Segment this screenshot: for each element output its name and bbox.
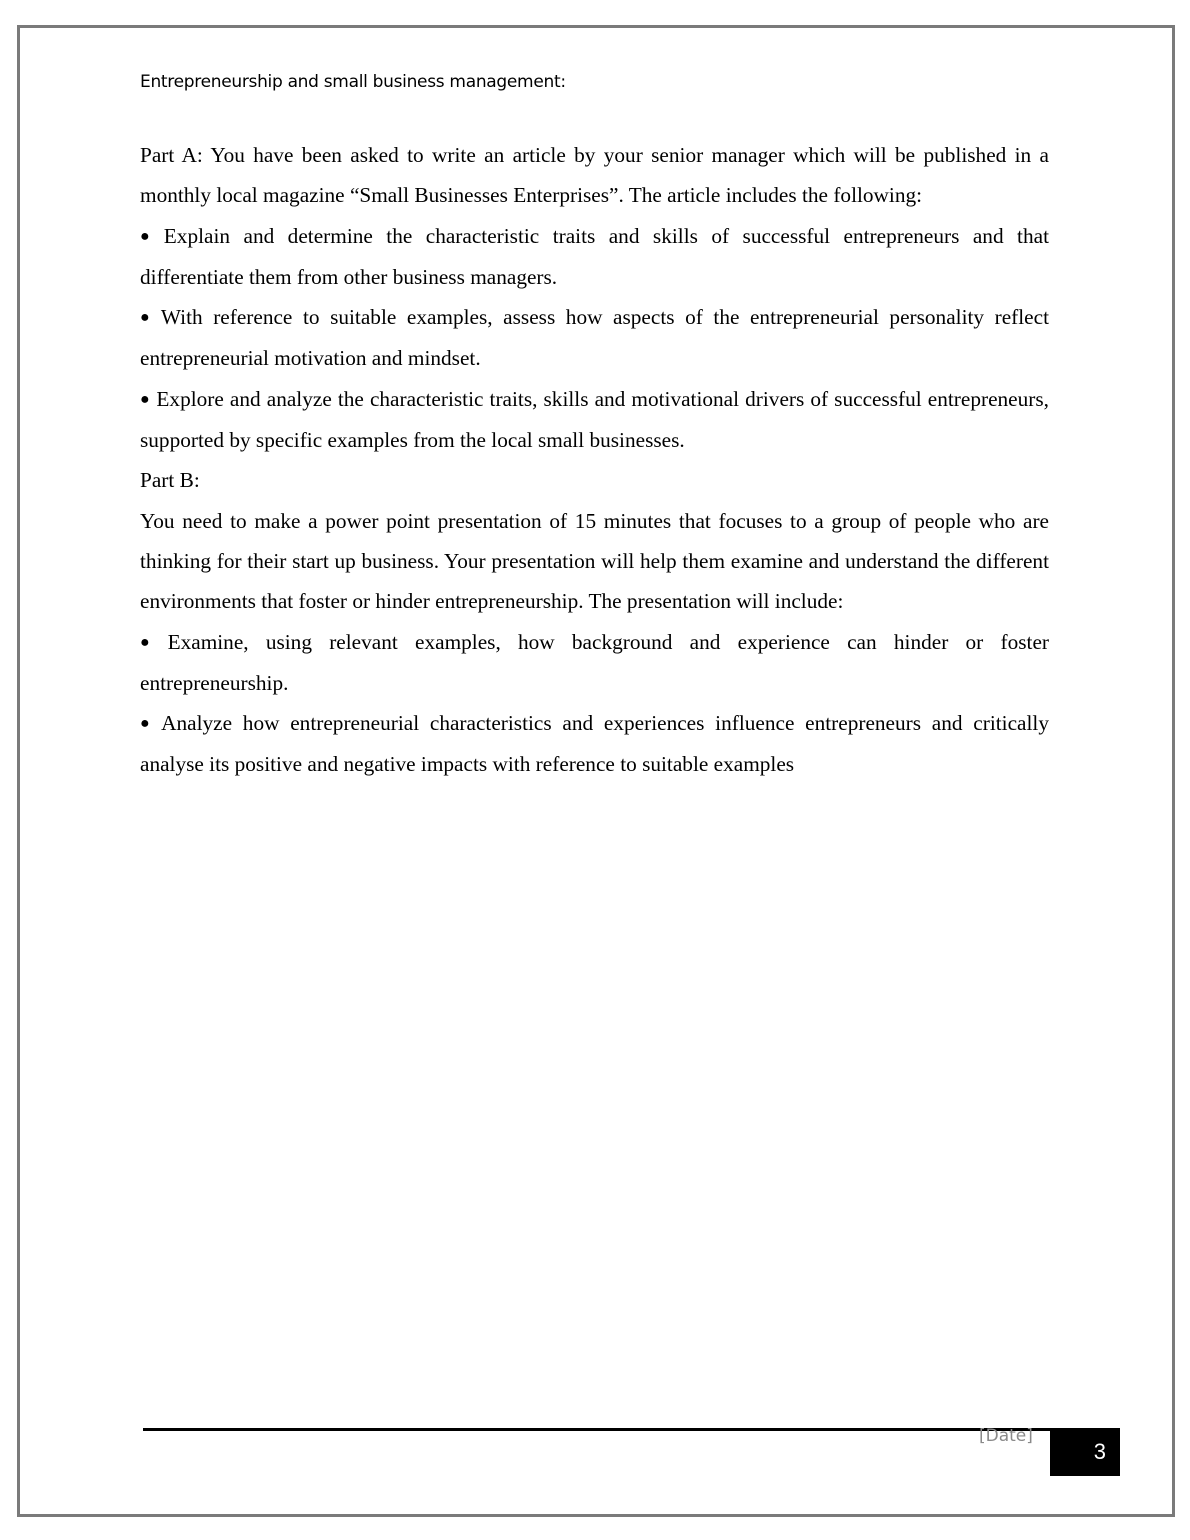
page-number: 3	[1050, 1428, 1120, 1476]
part-b-intro: You need to make a power point presentation of 15 minutes that focuses to a group of people who are thinking for their start up business. Your presentation will help them examine and understand the different environments that foster or hinder entrepreneurship. The presentation will include:	[140, 508, 1049, 614]
bullet-icon: ●	[140, 309, 155, 327]
document-header: Entrepreneurship and small business management:	[140, 72, 566, 92]
bullet-item: ● With reference to suitable examples, assess how aspects of the entrepreneurial personality reflect entrepreneurial motivation and mindset.	[140, 305, 1049, 371]
bullet-icon: ●	[140, 227, 158, 245]
bullet-icon: ●	[140, 715, 156, 733]
document-body	[140, 135, 1049, 785]
bullet-icon: ●	[140, 390, 151, 408]
bullet-item: ● Explain and determine the characteristic traits and skills of successful entrepreneurs and that differentiate them from other business managers.	[140, 223, 1049, 289]
bullet-item: ● Analyze how entrepreneurial characteristics and experiences influence entrepreneurs and critically analyse its positive and negative impacts with reference to suitable examples	[140, 711, 1049, 777]
bullet-item: ● Explore and analyze the characteristic traits, skills and motivational drivers of successful entrepreneurs, supported by specific examples from the local small businesses.	[140, 386, 1049, 453]
footer-date: [Date]	[979, 1426, 1033, 1446]
part-a-intro: Part A: You have been asked to write an article by your senior manager which will be published in a monthly local magazine “Small Businesses Enterprises”. The article includes the following:	[140, 143, 1049, 208]
bullet-item: ● Examine, using relevant examples, how background and experience can hinder or foster entrepreneurship.	[140, 629, 1049, 695]
footer-divider	[143, 1428, 1050, 1431]
part-b-heading: Part B:	[140, 468, 200, 493]
bullet-icon: ●	[140, 633, 162, 651]
